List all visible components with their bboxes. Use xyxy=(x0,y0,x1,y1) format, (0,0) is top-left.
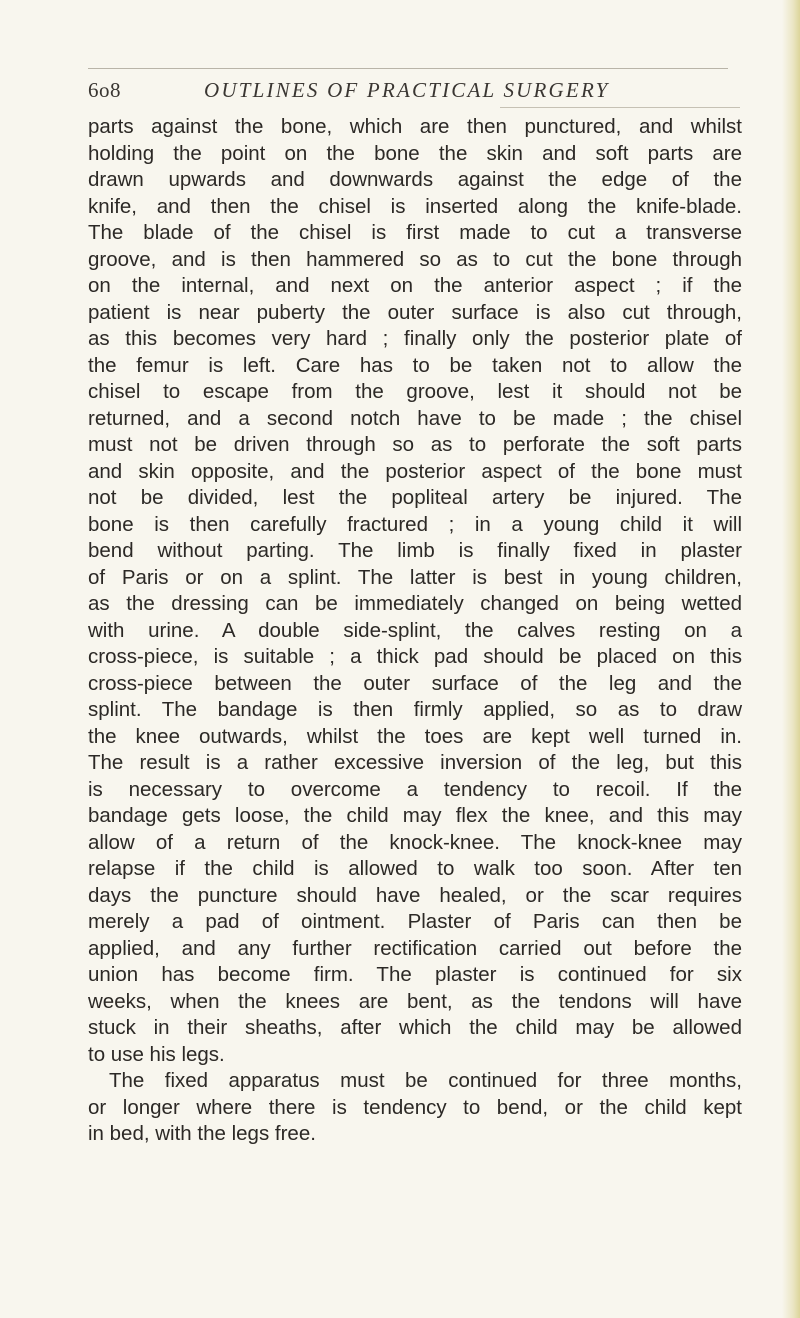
text-line: union has become firm. The plaster is continued for six xyxy=(88,963,742,986)
text-line: holding the point on the bone the skin and soft parts are xyxy=(88,141,742,165)
text-line: weeks, when the knees are bent, as the tendons will have xyxy=(88,989,742,1013)
text-line: on the internal, and next on the anterior aspect ; if the xyxy=(88,274,742,297)
text-line: with urine. A double side-splint, the calves resting on a xyxy=(88,618,742,642)
text-line: stuck in their sheaths, after which the child may be allowed xyxy=(88,1016,742,1039)
text-line: of Paris or on a splint. The latter is best in young children, xyxy=(88,565,742,589)
text-line: is necessary to overcome a tendency to recoil. If the xyxy=(88,777,742,801)
text-line: not be divided, lest the popliteal artery be injured. The xyxy=(88,486,742,509)
header-underline xyxy=(500,107,740,108)
text-line: must not be driven through so as to perforate the soft parts xyxy=(88,433,742,456)
header-rule xyxy=(88,68,728,69)
text-line: applied, and any further rectification carried out before the xyxy=(88,936,742,960)
text-line: drawn upwards and downwards against the edge of the xyxy=(88,168,742,191)
text-line: bend without parting. The limb is finally fixed in plaster xyxy=(88,539,742,562)
text-line: The fixed apparatus must be continued for three months, xyxy=(109,1069,742,1092)
text-line: and skin opposite, and the posterior aspect of the bone must xyxy=(88,459,742,483)
text-line: merely a pad of ointment. Plaster of Paris can then be xyxy=(88,910,742,933)
running-title: OUTLINES OF PRACTICAL SURGERY xyxy=(204,78,610,102)
text-line: bone is then carefully fractured ; in a young child it will xyxy=(88,512,742,536)
text-line: parts against the bone, which are then punctured, and whilst xyxy=(88,115,742,138)
text-line: splint. The bandage is then firmly applied, so as to draw xyxy=(88,698,742,721)
text-line: days the puncture should have healed, or the scar requires xyxy=(88,883,742,907)
text-line: cross-piece, is suitable ; a thick pad should be placed on this xyxy=(88,645,742,668)
text-line: the femur is left. Care has to be taken not to allow the xyxy=(88,353,742,377)
text-line: as this becomes very hard ; finally only the posterior plate of xyxy=(88,327,742,350)
text-line: knife, and then the chisel is inserted along the knife-blade. xyxy=(88,194,742,218)
body-text xyxy=(88,114,742,1148)
text-line: bandage gets loose, the child may flex the knee, and this may xyxy=(88,804,742,827)
text-line: patient is near puberty the outer surface is also cut through, xyxy=(88,300,742,324)
text-line: in bed, with the legs free. xyxy=(88,1122,316,1145)
text-line: as the dressing can be immediately changed on being wetted xyxy=(88,592,742,615)
text-line: relapse if the child is allowed to walk too soon. After ten xyxy=(88,857,742,880)
text-line: returned, and a second notch have to be made ; the chisel xyxy=(88,406,742,430)
page-edge-shading xyxy=(782,0,800,1318)
text-line: The blade of the chisel is first made to cut a transverse xyxy=(88,221,742,244)
text-line: the knee outwards, whilst the toes are kept well turned in. xyxy=(88,724,742,748)
page-number: 6o8 xyxy=(88,78,121,102)
text-line: to use his legs. xyxy=(88,1042,225,1066)
text-line: or longer where there is tendency to bend, or the child kept xyxy=(88,1095,742,1119)
text-line: allow of a return of the knock-knee. The knock-knee may xyxy=(88,830,742,854)
text-line: The result is a rather excessive inversion of the leg, but this xyxy=(88,751,742,774)
text-line: groove, and is then hammered so as to cut the bone through xyxy=(88,247,742,271)
text-line: chisel to escape from the groove, lest it should not be xyxy=(88,380,742,403)
page-header xyxy=(88,78,728,104)
text-line: cross-piece between the outer surface of the leg and the xyxy=(88,671,742,695)
